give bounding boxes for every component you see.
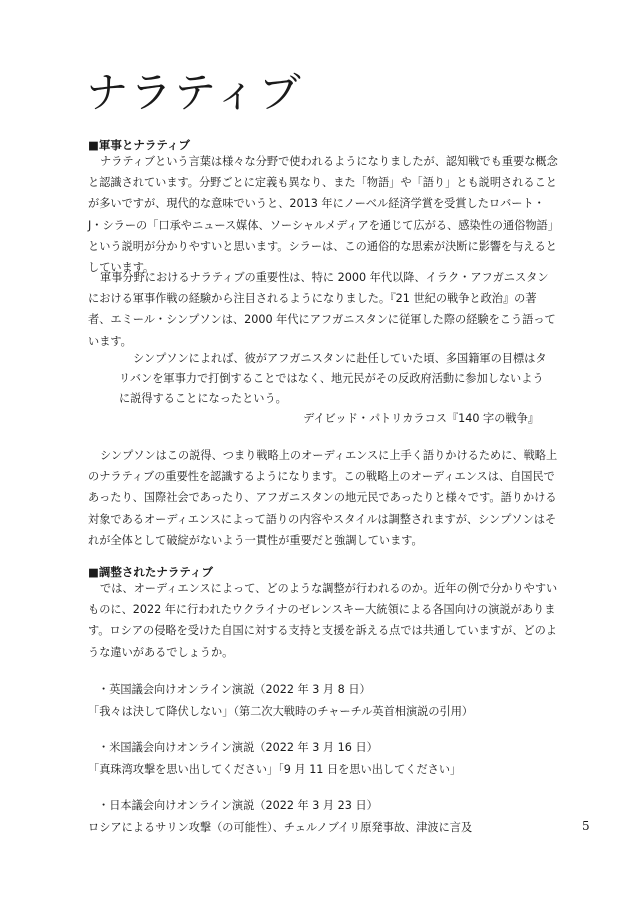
list-item (88, 737, 558, 781)
section-heading-military-narrative: ■軍事とナラティブ (88, 138, 190, 152)
speech-title-us: ・米国議会向けオンライン演説（2022 年 3 月 16 日） (98, 741, 378, 754)
page-number: 5 (582, 819, 590, 833)
speech-detail-japan: ロシアによるサリン攻撃（の可能性）、チェルノブイリ原発事故、津波に言及 (88, 821, 473, 834)
speech-detail-uk: 「我々は決して降伏しない」（第二次大戦時のチャーチル英首相演説の引用） (88, 705, 474, 718)
list-item (88, 679, 558, 723)
speech-title-japan: ・日本議会向けオンライン演説（2022 年 3 月 23 日） (98, 799, 378, 812)
paragraph-military-importance: 軍事分野におけるナラティブの重要性は、特に 2000 年代以降、イラク・アフガニスタンにおける軍事作戦の経験から注目されるようになりました。『21 世紀の戦争と政治』の著者、エミール・シンプソンは、2000 年代にアフガニスタンに従軍した際の経験をこう語っています。 (88, 271, 556, 348)
paragraph-simpson-audience: シンプソンはこの説得、つまり戦略上のオーディエンスに上手く語りかけるために、戦略上のナラティブの重要性を認識するようになります。この戦略上のオーディエンスは、自国民であったり、国際社会であったり、アフガニスタンの地元民であったりと様々です。語りかける対象であるオーディエンスによって語りの内容やスタイルは調整されますが、シンプソンはそれが全体として破綻がないよう一貫性が重要だと強調しています。 (88, 449, 558, 547)
section-heading-adjusted-narrative: ■調整されたナラティブ (88, 565, 213, 579)
speech-detail-us: 「真珠湾攻撃を思い出してください」「9 月 11 日を思い出してください」 (88, 763, 462, 776)
quote-text: シンプソンによれば、彼がアフガニスタンに赴任していた頃、多国籍軍の目標はタリバンを軍事力で打倒することではなく、地元民がその反政府活動に参加しないように説得することになったという。 (119, 352, 547, 405)
page-title: ナラティブ (86, 68, 303, 117)
block-quote (119, 349, 549, 429)
quote-source: デイビッド・パトリカラコス『140 字の戦争』 (303, 412, 539, 425)
paragraph-zelensky-speeches: では、オーディエンスによって、どのような調整が行われるのか。近年の例で分かりやすいものに、2022 年に行われたウクライナのゼレンスキー大統領による各国向けの演説があります。ロシアの侵略を受けた自国に対する支持と支援を訴える点では共通していますが、どのような違いがあるでしょうか。 (88, 582, 558, 659)
speech-title-uk: ・英国議会向けオンライン演説（2022 年 3 月 8 日） (98, 683, 371, 696)
paragraph-narrative-definition: ナラティブという言葉は様々な分野で使われるようになりましたが、認知戦でも重要な概念と認識されています。分野ごとに定義も異なり、また「物語」や「語り」とも説明されることが多いですが、現代的な意味でいうと、2013 年にノーベル経済学賞を受賞したロバート・J・シラーの「口承やニュース媒体、ソーシャルメディアを通じて広がる、感染性の通俗物語」という説明が分かりやすいと思います。シラーは、この通俗的な思索が決断に影響を与えるとしています。 (88, 155, 558, 275)
list-item (88, 795, 558, 839)
